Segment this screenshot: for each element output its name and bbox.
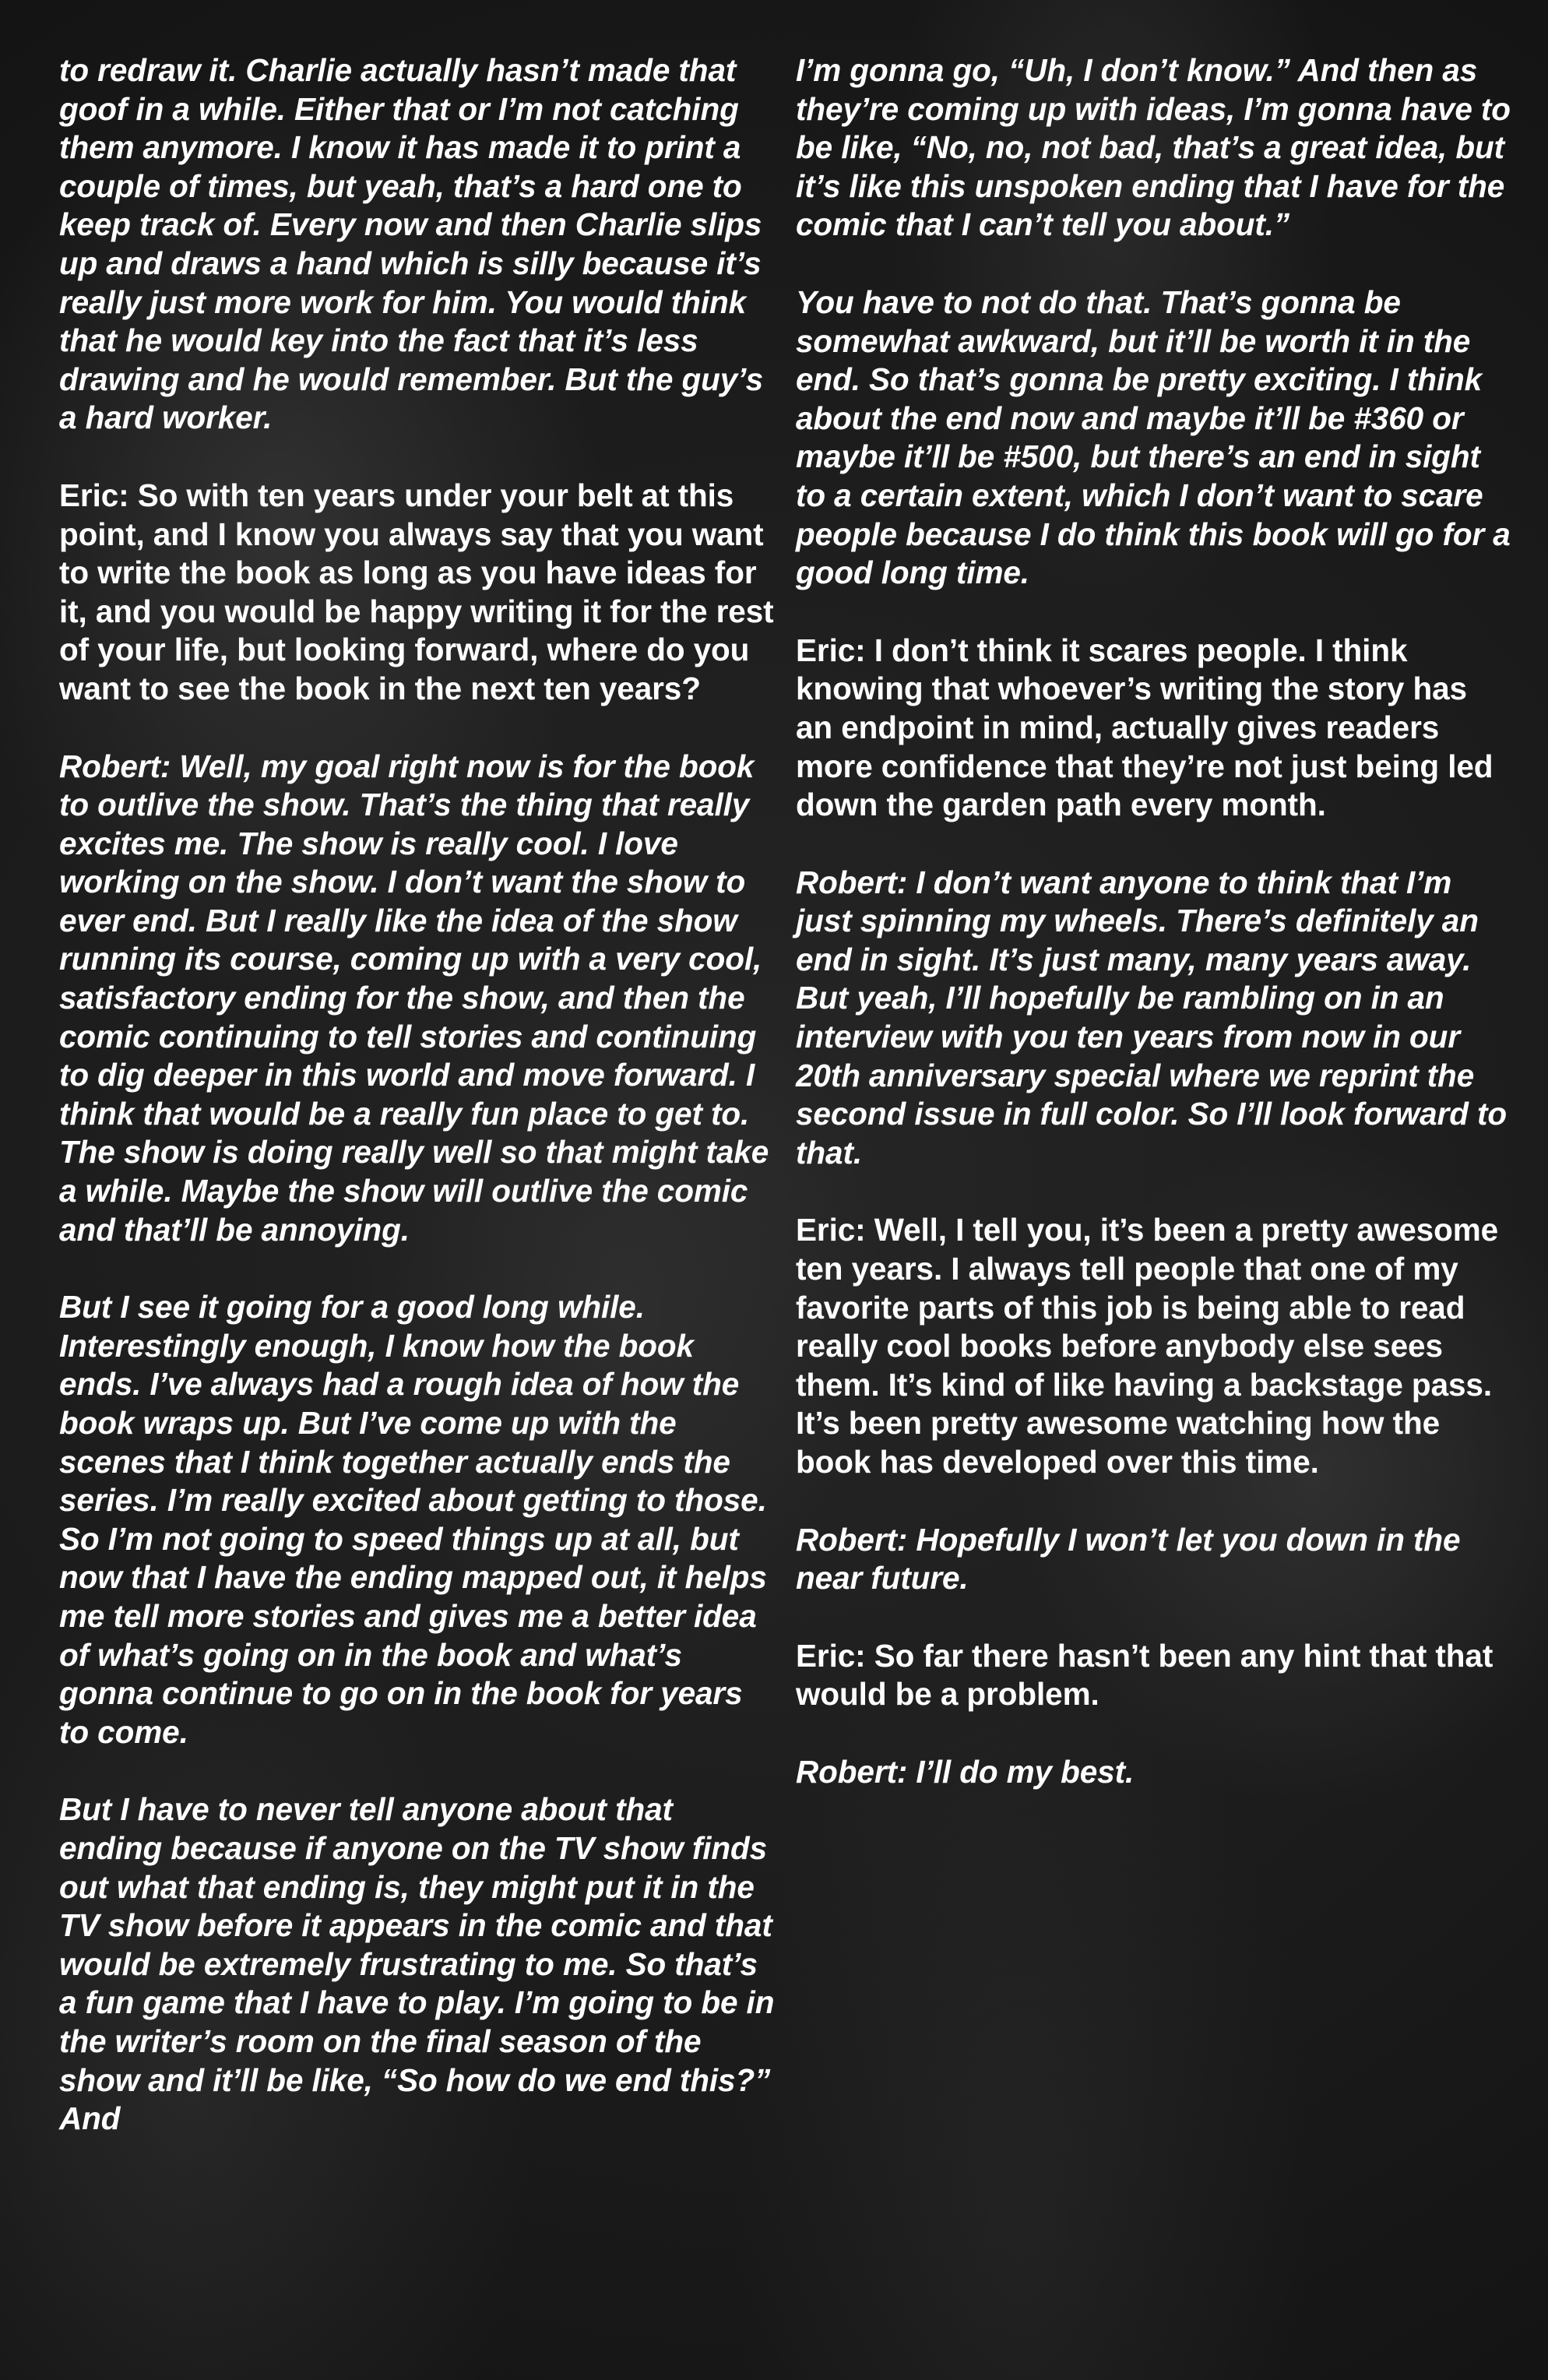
robert-answer-paragraph: But I have to never tell anyone about that ending because if anyone on the TV show finds out what that ending is, they might put it in the TV show before it appears in the comic and that would be extremely frustrating to me. So that’s a fun game that I have to play. I’m going to be in the writer’s room on the final season of the show and it’ll be like, “So how do we end this?” And bbox=[59, 1791, 775, 2137]
robert-answer-paragraph: But I see it going for a good long while. Interestingly enough, I know how the book ends. I’ve always had a rough idea of how the book wraps up. But I’ve come up with the scenes that I think together actually ends the series. I’m really excited about getting to those. So I’m not going to speed things up at all, but now that I have the ending mapped out, it helps me tell more stories and gives me a better idea of what’s going on in the book and what’s gonna continue to go on in the book for years to come. bbox=[59, 1289, 767, 1750]
robert-answer-paragraph: I’m gonna go, “Uh, I don’t know.” And then as they’re coming up with ideas, I’m gonna have to be like, “No, no, not bad, that’s a great idea, but it’s like this unspoken ending that I have for the comic that I can’t tell you about.” bbox=[796, 52, 1511, 243]
eric-question-paragraph: Eric: So far there hasn’t been any hint that that would be a problem. bbox=[796, 1637, 1493, 1713]
robert-answer-paragraph: Robert: Hopefully I won’t let you down in the near future. bbox=[796, 1521, 1461, 1597]
eric-question-paragraph: Eric: I don’t think it scares people. I think knowing that whoever’s writing the story has an endpoint in mind, actually gives readers more confidence that they’re not just being led down the garden path every month. bbox=[796, 632, 1493, 823]
eric-question-paragraph: Eric: So with ten years under your belt at this point, and I know you always say that you want to write the book as long as you have ideas for it, and you would be happy writing it for the rest of your life, but looking forward, where do you want to see the book in the next ten years? bbox=[59, 477, 774, 706]
robert-answer-paragraph: to redraw it. Charlie actually hasn’t made that goof in a while. Either that or I’m not catching them anymore. I know it has made it to print a couple of times, but yeah, that’s a hard one to keep track of. Every now and then Charlie slips up and draws a hand which is silly because it’s really just more work for him. You would think that he would key into the fact that it’s less drawing and he would remember. But the guy’s a hard worker. bbox=[59, 52, 764, 436]
robert-answer-paragraph: Robert: Well, my goal right now is for the book to outlive the show. That’s the thing that really excites me. The show is really cool. I love working on the show. I don’t want the show to ever end. But I really like the idea of the show running its course, coming up with a very cool, satisfactory ending for the show, and then the comic continuing to tell stories and continuing to dig deeper in this world and move forward. I think that would be a really fun place to get to. The show is doing really well so that might take a while. Maybe the show will outlive the comic and that’ll be annoying. bbox=[59, 748, 769, 1248]
right-column bbox=[796, 51, 1512, 1792]
eric-question-paragraph: Eric: Well, I tell you, it’s been a pretty awesome ten years. I always tell people that one of my favorite parts of this job is being able to read really cool books before anybody else sees them. It’s kind of like having a backstage pass. It’s been pretty awesome watching how the book has developed over this time. bbox=[796, 1212, 1499, 1480]
robert-answer-paragraph: Robert: I’ll do my best. bbox=[796, 1753, 1135, 1790]
left-column bbox=[59, 51, 776, 2139]
robert-answer-paragraph: Robert: I don’t want anyone to think that I’m just spinning my wheels. There’s definitely an end in sight. It’s just many, many years away. But yeah, I’ll hopefully be rambling on in an interview with you ten years from now in our 20th anniversary special where we reprint the second issue in full color. So I’ll look forward to that. bbox=[796, 864, 1508, 1171]
robert-answer-paragraph: You have to not do that. That’s gonna be somewhat awkward, but it’ll be worth it in the end. So that’s gonna be pretty exciting. I think about the end now and maybe it’ll be #360 or maybe it’ll be #500, but there’s an end in sight to a certain extent, which I don’t want to scare people because I do think this book will go for a good long time. bbox=[796, 283, 1511, 591]
